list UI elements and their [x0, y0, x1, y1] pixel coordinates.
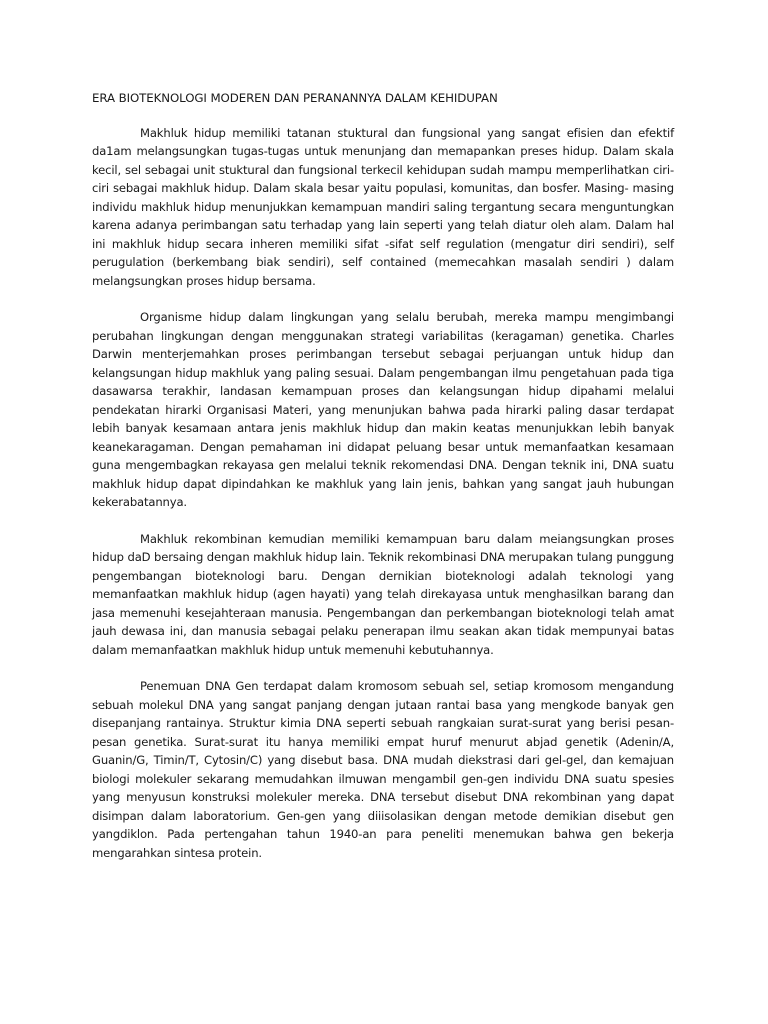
paragraph-1: Makhluk hidup memiliki tatanan stuktural dan fungsional yang sangat efisien dan efektif da1am melangsungkan tugas-tugas untuk menunjang dan memapankan preses hidup. Dalam skala kecil, sel sebagai unit stuktural dan fungsional terkecil kehidupan sudah mampu memperlihatkan ciri-ciri sebagai makhluk hidup. Dalam skala besar yaitu populasi, komunitas, dan bosfer. Masing- masing individu makhluk hidup menunjukkan kemampuan mandiri saling tergantung secara menguntungkan karena adanya perimbangan satu terhadap yang lain seperti yang telah diatur oleh alam. Dalam hal ini makhluk hidup secara inheren memiliki sifat -sifat self regulation (mengatur diri sendiri), self perugulation (berkembang biak sendiri), self contained (memecahkan masalah sendiri ) dalam melangsungkan proses hidup bersama.: [92, 125, 674, 288]
paragraph-2: Organisme hidup dalam lingkungan yang selalu berubah, mereka mampu mengimbangi perubahan lingkungan dengan menggunakan strategi variabilitas (keragaman) genetika. Charles Darwin menterjemahkan proses perimbangan tersebut sebagai perjuangan untuk hidup dan kelangsungan hidup makhluk yang paling sesuai. Dalam pengembangan ilmu pengetahuan pada tiga dasawarsa terakhir, landasan kemampuan proses dan kelangsungan hidup dipahami melalui pendekatan hirarki Organisasi Materi, yang menunjukan bahwa pada hirarki paling dasar terdapat lebih banyak kesamaan antara jenis makhluk hidup dan makin keatas menunjukkan lebih banyak keanekaragaman. Dengan pemahaman ini didapat peluang besar untuk memanfaatkan kesamaan guna mengembagkan rekayasa gen melalui teknik rekomendasi DNA. Dengan teknik ini, DNA suatu makhluk hidup dapat dipindahkan ke makhluk yang lain jenis, bahkan yang sangat jauh hubungan kekerabatannya.: [92, 310, 674, 509]
document-title: ERA BIOTEKNOLOGI MODEREN DAN PERANANNYA DALAM KEHIDUPAN: [92, 91, 498, 105]
paragraph-3: Makhluk rekombinan kemudian memiliki kemampuan baru dalam meiangsungkan proses hidup daD bersaing dengan makhluk hidup lain. Teknik rekombinasi DNA merupakan tulang punggung pengembangan bioteknologi baru. Dengan dernikian bioteknologi adalah teknologi yang memanfaatkan makhluk hidup (agen hayati) yang telah direkayasa untuk menghasilkan barang dan jasa memenuhi kesejahteraan manusia. Pengembangan dan perkembangan bioteknologi telah amat jauh dewasa ini, dan manusia sebagai pelaku penerapan ilmu seakan akan tidak mempunyai batas dalam memanfaatkan makhluk hidup untuk memenuhi kebutuhannya.: [92, 531, 674, 657]
document-body: [92, 89, 674, 880]
paragraph-4: Penemuan DNA Gen terdapat dalam kromosom sebuah sel, setiap kromosom mengandung sebuah molekul DNA yang sangat panjang dengan jutaan rantai basa yang mengkode banyak gen disepanjang rantainya. Struktur kimia DNA seperti sebuah rangkaian surat-surat yang berisi pesan-pesan genetika. Surat-surat itu hanya memiliki empat huruf menurut abjad genetik (Adenin/A, Guanin/G, Timin/T, Cytosin/C) yang disebut basa. DNA mudah diekstrasi dari gel-gel, dan kemajuan biologi molekuler sekarang memudahkan ilmuwan mengambil gen-gen individu DNA suatu spesies yang menyusun konstruksi molekuler mereka. DNA tersebut disebut DNA rekombinan yang dapat disimpan dalam laboratorium. Gen-gen yang diiisolasikan dengan metode demikian disebut gen yangdiklon. Pada pertengahan tahun 1940-an para peneliti menemukan bahwa gen bekerja mengarahkan sintesa protein.: [92, 679, 674, 860]
